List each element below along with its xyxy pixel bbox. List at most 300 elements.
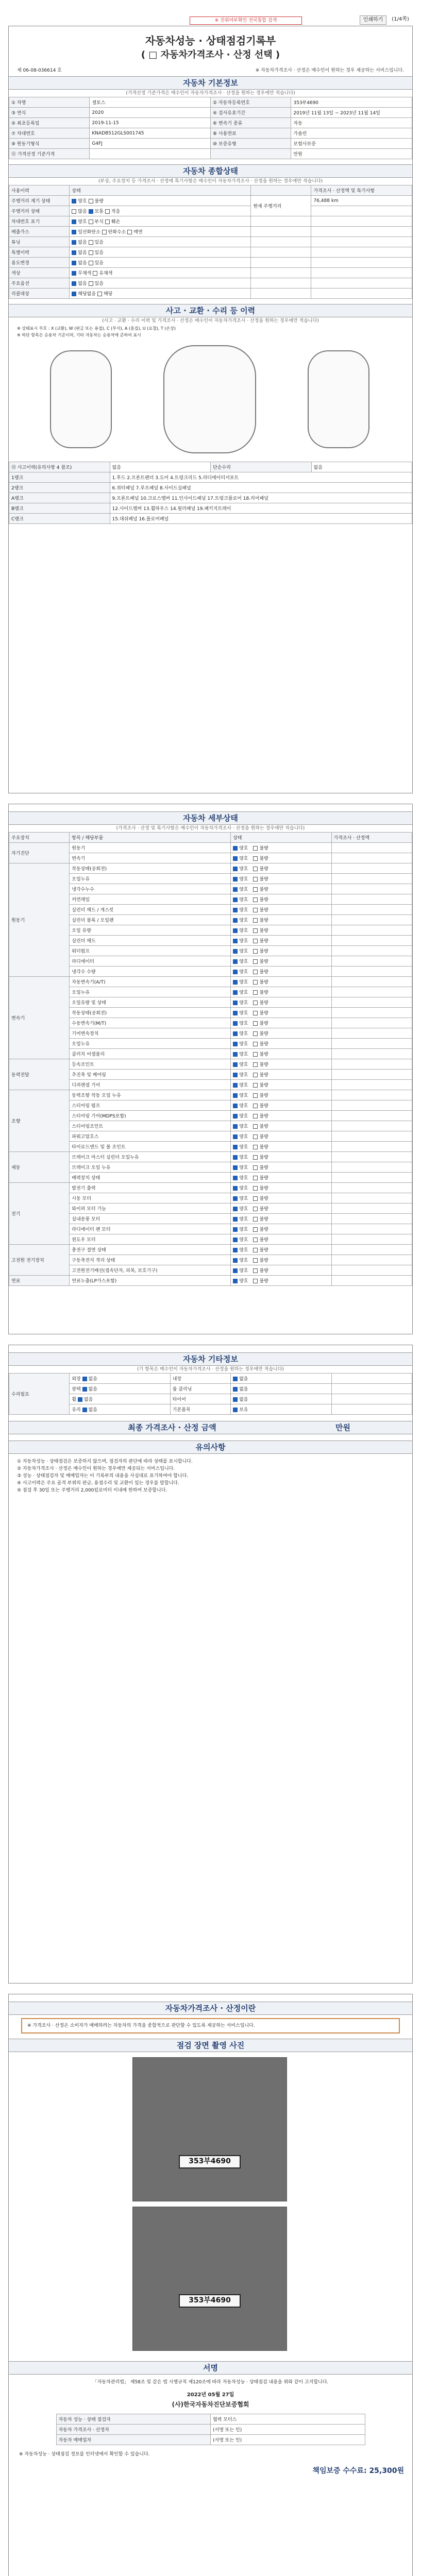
rank-b-label: B랭크	[9, 503, 110, 514]
detail-row	[9, 1183, 412, 1193]
detail-price	[331, 1193, 412, 1204]
checkbox[interactable]	[233, 1387, 238, 1392]
detail-price	[331, 1100, 412, 1111]
status-ok: 양호	[239, 1258, 248, 1263]
detail-item: 충전구 절연 상태	[70, 1245, 231, 1255]
detail-price	[331, 1214, 412, 1224]
detail-item: 오일누유	[70, 987, 231, 997]
basic-label: ⑪ 가격산정 기준가격	[9, 149, 90, 159]
checkbox[interactable]	[233, 1248, 238, 1252]
checkbox[interactable]	[253, 1258, 258, 1263]
checkbox[interactable]	[253, 1176, 258, 1180]
checkbox[interactable]	[97, 292, 102, 296]
status-ok: 양호	[239, 877, 248, 882]
basic-label: ⑩ 보증유형	[210, 139, 291, 149]
detail-status	[231, 1214, 332, 1224]
basic-label: ⑦ 차대번호	[9, 128, 90, 139]
detail-price	[331, 1070, 412, 1080]
detail-price	[331, 1276, 412, 1286]
detail-status	[231, 894, 332, 905]
checkbox[interactable]	[233, 1268, 238, 1273]
checkbox[interactable]	[253, 846, 258, 851]
detail-item: 실린더 헤드	[70, 936, 231, 946]
checkbox[interactable]	[253, 1114, 258, 1118]
detail-price	[331, 1111, 412, 1121]
checkbox[interactable]	[233, 1145, 238, 1149]
detail-price	[331, 905, 412, 915]
status-bad: 불량	[259, 1083, 268, 1088]
price-unit: 만원	[335, 1423, 350, 1432]
detail-status	[231, 1265, 332, 1276]
checkbox[interactable]	[253, 1268, 258, 1273]
checkbox[interactable]	[253, 1227, 258, 1232]
detail-status	[231, 925, 332, 936]
checkbox[interactable]	[233, 1258, 238, 1263]
checkbox[interactable]	[253, 877, 258, 882]
detail-row	[9, 967, 412, 977]
checkbox[interactable]	[233, 939, 238, 943]
detail-row	[9, 884, 412, 894]
detail-item: 고전원전기배선(접속단자, 피복, 보호기구)	[70, 1265, 231, 1276]
detail-status	[231, 1049, 332, 1059]
checkbox[interactable]	[233, 1031, 238, 1036]
check-number: 제 06-08-036614 호	[17, 68, 62, 73]
col-price: 가격조사 · 산정액	[331, 833, 412, 843]
sheet-detail-state	[8, 804, 413, 1334]
page-title: 자동차성능 · 상태점검기록부	[145, 35, 276, 47]
detail-item: 라디에이터 팬 모터	[70, 1224, 231, 1234]
checkbox[interactable]	[233, 1124, 238, 1129]
checkbox[interactable]	[233, 1207, 238, 1211]
detail-status	[231, 1008, 332, 1018]
checkbox[interactable]	[253, 1052, 258, 1057]
detail-status	[231, 946, 332, 956]
checkbox[interactable]	[253, 1134, 258, 1139]
detail-status	[231, 1224, 332, 1234]
detail-row	[9, 1070, 412, 1080]
price-heading-text: 최종 가격조사 · 산정 금액	[128, 1423, 216, 1432]
checkbox[interactable]	[253, 1248, 258, 1252]
col-state: 상태	[70, 185, 251, 196]
detail-row	[9, 1100, 412, 1111]
checkbox[interactable]	[253, 1031, 258, 1036]
detail-item: 기어변속장치	[70, 1028, 231, 1039]
basic-value	[90, 149, 211, 159]
detail-price	[331, 997, 412, 1008]
checkbox[interactable]	[233, 856, 238, 861]
status-ok: 양호	[239, 949, 248, 954]
status-bad: 불량	[259, 959, 268, 964]
basic-value: KNADB512GLS001745	[90, 128, 211, 139]
detail-item: 클러치 어셈블리	[70, 1049, 231, 1059]
detail-group: 전기	[9, 1183, 70, 1245]
status-bad: 불량	[259, 1114, 268, 1119]
detail-status	[231, 1183, 332, 1193]
status-ok: 양호	[239, 1227, 248, 1232]
caution-line: ① 자동차성능 · 상태점검은 보증하지 않으며, 점검자의 판단에 따라 상태를 표시합니다.	[17, 1459, 193, 1464]
rank-1-label: 1랭크	[9, 472, 110, 483]
checkbox[interactable]	[253, 928, 258, 933]
status-ok: 양호	[239, 1279, 248, 1284]
checkbox[interactable]	[253, 897, 258, 902]
checkbox[interactable]	[72, 240, 76, 245]
checkbox[interactable]	[253, 939, 258, 943]
detail-note: (가격조사 · 산정 및 특기사항은 매수인이 자동차가격조사 · 산정을 원하는 경우에만 적습니다)	[116, 826, 305, 831]
top-bar	[0, 0, 421, 24]
accident-label: ⑬ 사고이력(유의사항 4 참조)	[9, 462, 110, 472]
detail-price	[331, 915, 412, 925]
checkbox[interactable]	[253, 1083, 258, 1088]
status-bad: 불량	[259, 1104, 268, 1109]
detail-item: 실내송풍 모터	[70, 1214, 231, 1224]
front-plate: 353부4690	[179, 2155, 241, 2168]
status-bad: 불량	[259, 1062, 268, 1067]
detail-row	[9, 874, 412, 884]
detail-price	[331, 1080, 412, 1090]
status-ok: 양호	[239, 1114, 248, 1119]
checkbox[interactable]	[233, 1114, 238, 1118]
checkbox[interactable]	[72, 271, 76, 276]
checkbox[interactable]	[72, 261, 76, 265]
checkbox[interactable]	[82, 1387, 87, 1392]
price-explain-box: ※ 가격조사 · 산정은 소비자가 매매하려는 자동차의 가격을 종합적으로 판단할 수 있도록 제공하는 서비스입니다.	[21, 2018, 400, 2033]
status-ok: 양호	[239, 1011, 248, 1016]
checkbox[interactable]	[253, 918, 258, 923]
detail-price	[331, 1059, 412, 1070]
checkbox[interactable]	[72, 209, 76, 214]
footer-note: ※ 자동차성능 · 상태점검 정보를 인터넷에서 확인할 수 있습니다.	[19, 2452, 150, 2457]
detail-row	[9, 1173, 412, 1183]
checkbox[interactable]	[253, 856, 258, 861]
checkbox[interactable]	[233, 1011, 238, 1015]
repair-label: 단순수리	[211, 462, 312, 472]
checkbox[interactable]	[72, 199, 76, 204]
signer-name: (서명 또는 인)	[211, 2435, 365, 2445]
checkbox[interactable]	[233, 897, 238, 902]
detail-row	[9, 1193, 412, 1204]
checkbox[interactable]	[89, 209, 93, 214]
damage-note: (사고 · 교환 · 수리 이력 및 가격조사 · 산정은 매수인이 자동차가격조사 · 산정을 원하는 경우에만 적습니다)	[102, 318, 319, 324]
checkbox[interactable]	[89, 281, 93, 286]
rank-a-label: A랭크	[9, 493, 110, 503]
checkbox[interactable]	[233, 1052, 238, 1057]
status-bad: 불량	[259, 846, 268, 851]
checkbox[interactable]	[72, 230, 76, 234]
checkbox[interactable]	[72, 219, 76, 224]
detail-row	[9, 1234, 412, 1245]
warranty-fee	[9, 2462, 412, 2479]
checkbox[interactable]	[253, 908, 258, 912]
status-ok: 양호	[239, 1238, 248, 1243]
detail-status	[231, 1245, 332, 1255]
signer-name: 협력 모터스	[211, 2414, 365, 2425]
checkbox[interactable]	[233, 1238, 238, 1242]
detail-item: 연료누출(LP가스포함)	[70, 1276, 231, 1286]
repair-value: 없음	[311, 462, 412, 472]
detail-price	[331, 884, 412, 894]
checkbox[interactable]	[253, 1062, 258, 1067]
status-bad: 불량	[259, 1011, 268, 1016]
checkbox[interactable]	[233, 980, 238, 985]
detail-item: 커먼레일	[70, 894, 231, 905]
checkbox[interactable]	[253, 1155, 258, 1160]
other-note: (기 항목은 매수인이 자동차가격조사 · 산정을 원하는 경우에만 적습니다)	[137, 1367, 284, 1372]
detail-item: 오일누유	[70, 1039, 231, 1049]
detail-item: 오일누유	[70, 874, 231, 884]
status-ok: 양호	[239, 1145, 248, 1150]
checkbox[interactable]	[233, 1196, 238, 1201]
checkbox[interactable]	[233, 1093, 238, 1098]
checkbox[interactable]	[253, 1186, 258, 1191]
checkbox[interactable]	[253, 1207, 258, 1211]
detail-price	[331, 1142, 412, 1152]
checkbox[interactable]	[253, 1021, 258, 1026]
detail-status	[231, 1059, 332, 1070]
checkbox[interactable]	[253, 1145, 258, 1149]
checkbox[interactable]	[89, 240, 93, 245]
checkbox[interactable]	[72, 281, 76, 286]
detail-row	[9, 977, 412, 987]
detail-status	[231, 1142, 332, 1152]
checkbox[interactable]	[233, 949, 238, 954]
rank-2-label: 2랭크	[9, 483, 110, 493]
checkbox[interactable]	[253, 1104, 258, 1108]
col-item: 항목 / 해당부품	[70, 833, 231, 843]
detail-status	[231, 1080, 332, 1090]
detail-status	[231, 1028, 332, 1039]
car-right-view	[308, 350, 369, 448]
checkbox[interactable]	[233, 908, 238, 912]
basic-label: ⑥ 변속기 종류	[210, 118, 291, 128]
status-ok: 양호	[239, 1248, 248, 1253]
checkbox[interactable]	[233, 1042, 238, 1046]
detail-item: 발전기 출력	[70, 1183, 231, 1193]
detail-status	[231, 987, 332, 997]
checkbox[interactable]	[233, 1279, 238, 1283]
sheet-performance-record	[8, 26, 413, 793]
checkbox[interactable]	[253, 867, 258, 871]
checkbox[interactable]	[253, 970, 258, 974]
status-bad: 불량	[259, 867, 268, 872]
symbol-legend: ※ 상태표시 부호 : X (교환), W (판금 또는 용접), C (부식), A (흠집), U (요철), T (손상)	[17, 326, 176, 331]
checkbox[interactable]	[233, 1083, 238, 1088]
checkbox[interactable]	[233, 1186, 238, 1191]
vehicle-type-note: ※ 하단 항목은 승용차 기준이며, 기타 자동차는 승용차에 준하여 표시	[17, 333, 141, 337]
detail-status	[231, 1204, 332, 1214]
checkbox[interactable]	[233, 846, 238, 851]
checkbox[interactable]	[72, 292, 76, 296]
checkbox[interactable]	[253, 1238, 258, 1242]
checkbox[interactable]	[233, 887, 238, 892]
checkbox[interactable]	[253, 980, 258, 985]
signer-name: (서명 또는 인)	[211, 2425, 365, 2435]
status-ok: 양호	[239, 1042, 248, 1047]
status-bad: 불량	[259, 949, 268, 954]
detail-status	[231, 843, 332, 853]
checkbox[interactable]	[82, 1377, 87, 1381]
detail-row	[9, 1059, 412, 1070]
status-bad: 불량	[259, 1052, 268, 1057]
status-ok: 양호	[239, 1217, 248, 1222]
checkbox[interactable]	[89, 199, 93, 204]
checkbox[interactable]	[78, 1397, 82, 1402]
status-ok: 양호	[239, 1207, 248, 1212]
checkbox[interactable]	[233, 1217, 238, 1222]
status-bad: 불량	[259, 897, 268, 903]
checkbox[interactable]	[233, 959, 238, 964]
detail-table	[9, 832, 412, 1286]
checkbox[interactable]	[233, 1377, 238, 1381]
checkbox[interactable]	[89, 250, 93, 255]
detail-price	[331, 1008, 412, 1018]
detail-item: 추진축 및 베어링	[70, 1070, 231, 1080]
basic-value: 2020	[90, 108, 211, 118]
detail-status	[231, 1100, 332, 1111]
checkbox[interactable]	[233, 1021, 238, 1026]
fee-label: 책임보증 수수료:	[312, 2467, 367, 2475]
checkbox[interactable]	[233, 928, 238, 933]
detail-row	[9, 1162, 412, 1173]
detail-price	[331, 863, 412, 874]
checkbox[interactable]	[102, 230, 107, 234]
detail-row	[9, 1214, 412, 1224]
col-price-note: 가격조사 · 산정액 및 특기사항	[311, 185, 412, 196]
checkbox[interactable]	[233, 867, 238, 871]
checkbox[interactable]	[253, 1196, 258, 1201]
detail-price	[331, 1121, 412, 1131]
checkbox[interactable]	[253, 887, 258, 892]
status-bad: 불량	[259, 1155, 268, 1160]
signature-row	[56, 2425, 365, 2435]
checkbox[interactable]	[253, 1279, 258, 1283]
detail-group: 변속기	[9, 977, 70, 1059]
detail-price	[331, 946, 412, 956]
status-ok: 양호	[239, 970, 248, 975]
status-bad: 불량	[259, 1279, 268, 1284]
detail-status	[231, 997, 332, 1008]
checkbox[interactable]	[253, 1165, 258, 1170]
page-indicator: (1/4쪽)	[392, 16, 409, 22]
checkbox[interactable]	[253, 1217, 258, 1222]
page-subtitle: ( □ 자동차가격조사 · 산정 선택 )	[141, 49, 280, 60]
detail-row	[9, 1080, 412, 1090]
car-diagram	[9, 340, 412, 459]
detail-price	[331, 1183, 412, 1193]
verify-link[interactable]: ※ 진위여부확인 전국통합 검색	[190, 16, 302, 25]
detail-row	[9, 905, 412, 915]
checkbox[interactable]	[233, 1155, 238, 1160]
detail-row	[9, 1245, 412, 1255]
checkbox[interactable]	[233, 1062, 238, 1067]
rear-plate: 353부4690	[179, 2294, 241, 2308]
detail-group: 조향	[9, 1090, 70, 1152]
signer-role: 자동차 매매업자	[56, 2435, 211, 2445]
checkbox[interactable]	[89, 261, 93, 265]
detail-price	[331, 1039, 412, 1049]
checkbox[interactable]	[93, 271, 97, 276]
detail-item: 냉각수 수량	[70, 967, 231, 977]
detail-item: 스티어링 기어(MDPS포함)	[70, 1111, 231, 1121]
checkbox[interactable]	[253, 1011, 258, 1015]
status-bad: 불량	[259, 908, 268, 913]
checkbox[interactable]	[233, 877, 238, 882]
detail-status	[231, 1173, 332, 1183]
detail-item: 배력장치 상태	[70, 1173, 231, 1183]
detail-price	[331, 1090, 412, 1100]
basic-value: 2019년 11월 13일 ~ 2023년 11월 14일	[291, 108, 412, 118]
checkbox[interactable]	[253, 959, 258, 964]
checkbox[interactable]	[233, 1227, 238, 1232]
detail-item: 스티어링조인트	[70, 1121, 231, 1131]
status-bad: 불량	[259, 939, 268, 944]
checkbox[interactable]	[233, 1165, 238, 1170]
print-button[interactable]: 인쇄하기	[360, 15, 386, 25]
checkbox[interactable]	[89, 219, 93, 224]
checkbox[interactable]	[233, 1104, 238, 1108]
status-bad: 불량	[259, 1093, 268, 1098]
detail-price	[331, 956, 412, 967]
service-notice: ※ 자동차가격조사 · 산정은 매수인이 원하는 경우 제공하는 서비스입니다.	[255, 68, 404, 73]
checkbox[interactable]	[253, 1042, 258, 1046]
checkbox[interactable]	[233, 990, 238, 995]
checkbox[interactable]	[105, 219, 110, 224]
signature-heading: 서명	[9, 2361, 412, 2375]
detail-status	[231, 863, 332, 874]
checkbox[interactable]	[253, 949, 258, 954]
signature-org: (사)한국자동차진단보증협회	[172, 2401, 249, 2408]
checkbox[interactable]	[233, 1134, 238, 1139]
checkbox[interactable]	[233, 1001, 238, 1005]
checkbox[interactable]	[253, 990, 258, 995]
col-use-history: 사용이력	[9, 185, 70, 196]
detail-price	[331, 1265, 412, 1276]
detail-price	[331, 1028, 412, 1039]
detail-item: 오일유량 및 상태	[70, 997, 231, 1008]
checkbox[interactable]	[233, 1176, 238, 1180]
status-ok: 양호	[239, 908, 248, 913]
checkbox[interactable]	[253, 1073, 258, 1077]
status-bad: 불량	[259, 928, 268, 934]
checkbox[interactable]	[72, 250, 76, 255]
status-ok: 양호	[239, 1124, 248, 1129]
checkbox[interactable]	[253, 1124, 258, 1129]
checkbox[interactable]	[253, 1001, 258, 1005]
detail-item: 등속조인트	[70, 1059, 231, 1070]
basic-value: 셀토스	[90, 97, 211, 108]
checkbox[interactable]	[233, 1408, 238, 1412]
detail-status	[231, 1255, 332, 1265]
status-ok: 양호	[239, 959, 248, 964]
checkbox[interactable]	[127, 230, 132, 234]
checkbox[interactable]	[233, 918, 238, 923]
checkbox[interactable]	[233, 1397, 238, 1402]
damage-heading: 사고 · 교환 · 수리 등 이력	[9, 304, 412, 317]
signature-row	[56, 2414, 365, 2425]
checkbox[interactable]	[233, 970, 238, 974]
checkbox[interactable]	[253, 1093, 258, 1098]
detail-item: 디퍼렌셜 기어	[70, 1080, 231, 1090]
status-bad: 불량	[259, 1207, 268, 1212]
signature-table	[56, 2414, 365, 2445]
checkbox[interactable]	[82, 1408, 87, 1412]
checkbox[interactable]	[105, 209, 110, 214]
signature-date: 2022년 05월 27일	[187, 2392, 234, 2398]
status-ok: 양호	[239, 1073, 248, 1078]
detail-status	[231, 915, 332, 925]
status-ok: 양호	[239, 1021, 248, 1026]
basic-label: ⑧ 사용연료	[210, 128, 291, 139]
checkbox[interactable]	[233, 1073, 238, 1077]
